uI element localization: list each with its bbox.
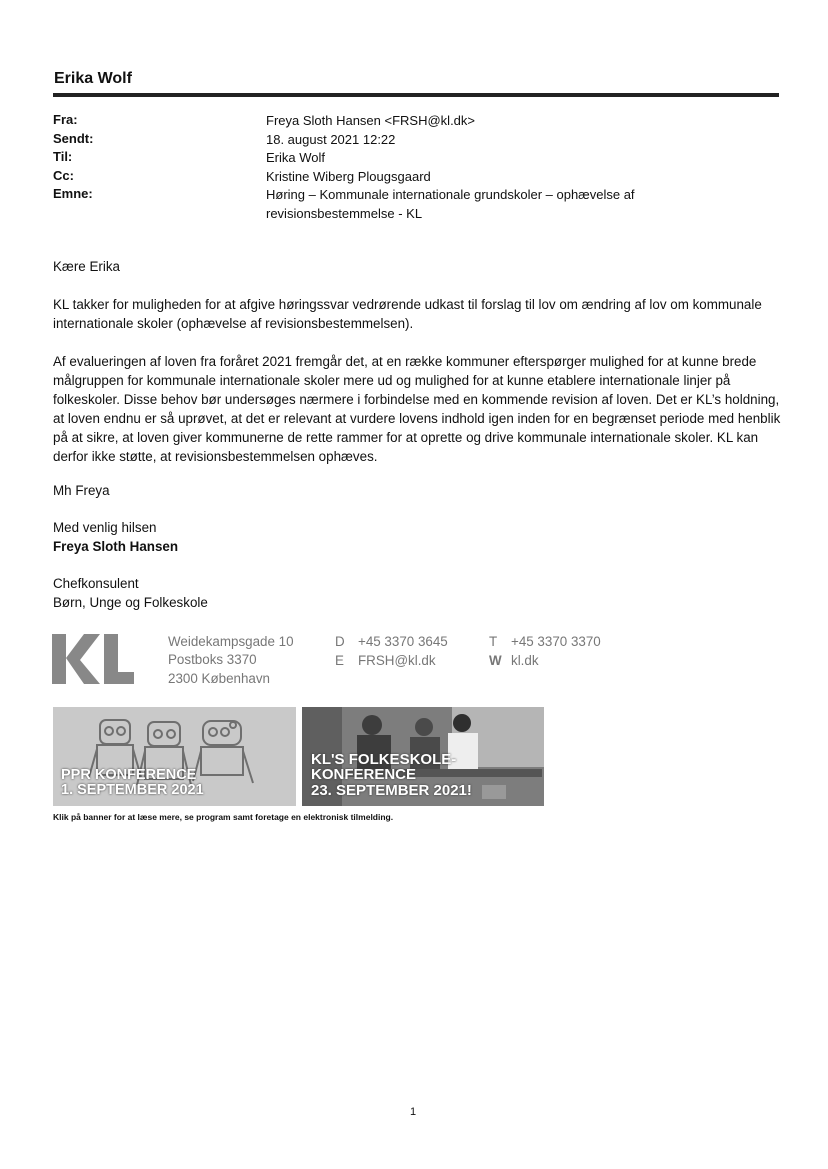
sent-label: Sendt: <box>53 131 94 146</box>
folkeskole-banner-title-2: KONFERENCE <box>311 766 417 783</box>
subject-line-2: revisionsbestemmelse - KL <box>266 206 423 221</box>
ppr-banner-title-2: 1. SEPTEMBER 2021 <box>61 782 204 798</box>
email-label: E <box>335 653 344 668</box>
telephone-label: T <box>489 634 498 649</box>
web-label: W <box>489 653 502 668</box>
ppr-conference-banner[interactable] <box>53 707 296 806</box>
subject-value <box>266 185 726 223</box>
address-line-3: 2300 København <box>168 671 270 686</box>
kl-logo <box>52 634 134 684</box>
address-line-1: Weidekampsgade 10 <box>168 634 294 649</box>
paragraph-2: Af evalueringen af loven fra foråret 2021 fremgår det, at en række kommuner efterspørger mulighed for at kunne brede målgruppen for kommunale internationale skoler mere ud og mulighed for at kunne etablere internationale linjer på folkeskoler. Disse behov bør undersøges nærmere i forbindelse med en kommende revision af loven. Det er KL’s holdning, at loven endnu er så uprøvet, at det er relevant at vurdere lovens indhold igen inden for en begrænset periode med henblik på at sikre, at loven giver kommunerne de rette rammer for at oprette og drive kommunale internationale skoler. KL kan derfor ikke støtte, at revisionsbestemmelsen ophæves. <box>53 354 781 464</box>
to-label: Til: <box>53 149 73 164</box>
subject-label: Emne: <box>53 186 93 201</box>
folkeskole-banner-title-1: KL'S FOLKESKOLE- <box>311 751 457 768</box>
cc-label: Cc: <box>53 168 74 183</box>
web-link[interactable]: kl.dk <box>511 653 539 668</box>
sent-value: 18. august 2021 12:22 <box>266 132 396 147</box>
greeting: Kære Erika <box>53 259 120 274</box>
page-number: 1 <box>410 1106 417 1118</box>
to-value: Erika Wolf <box>266 150 325 165</box>
cc-value: Kristine Wiberg Plougsgaard <box>266 169 431 184</box>
banner-caption: Klik på banner for at læse mere, se program samt foretage en elektronisk tilmelding. <box>53 812 394 822</box>
sender-name: Freya Sloth Hansen <box>53 539 179 554</box>
address-line-2: Postboks 3370 <box>168 652 257 667</box>
closing: Med venlig hilsen <box>53 520 157 535</box>
subject-line-1: Høring – Kommunale internationale grundskoler – ophævelse af <box>266 187 635 202</box>
sender-department: Børn, Unge og Folkeskole <box>53 595 208 610</box>
paragraph-1: KL takker for muligheden for at afgive høringssvar vedrørende udkast til forslag til lov om ændring af lov om kommunale internationale skoler (ophævelse af revisionsbestemmelsen). <box>53 297 762 331</box>
telephone-value: +45 3370 3370 <box>511 634 601 649</box>
short-signoff: Mh Freya <box>53 483 110 498</box>
ppr-banner-title-1: PPR KONFERENCE <box>61 767 197 783</box>
folkeskole-conference-banner[interactable] <box>302 707 544 806</box>
direct-label: D <box>335 634 345 649</box>
direct-phone: +45 3370 3645 <box>358 634 448 649</box>
header-divider <box>53 93 779 97</box>
folkeskole-banner-title-3: 23. SEPTEMBER 2021! <box>311 782 472 799</box>
email-link[interactable]: FRSH@kl.dk <box>358 653 436 668</box>
sender-title: Chefkonsulent <box>53 576 139 591</box>
from-value: Freya Sloth Hansen <FRSH@kl.dk> <box>266 113 476 128</box>
mailbox-owner-name: Erika Wolf <box>54 70 132 87</box>
from-label: Fra: <box>53 112 78 127</box>
